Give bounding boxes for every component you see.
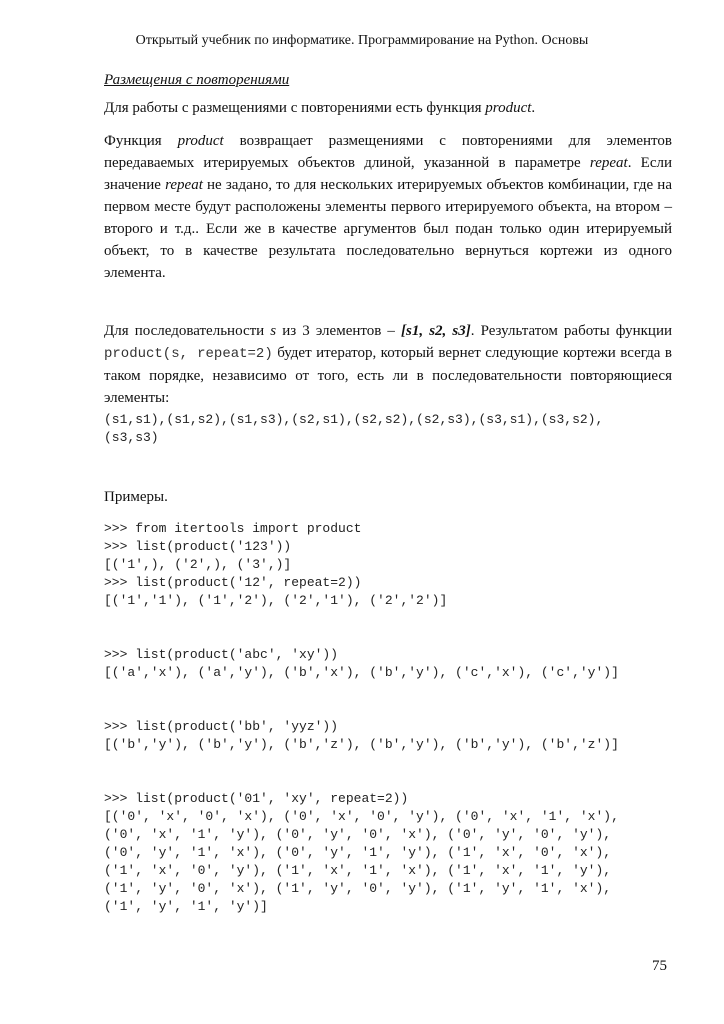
param-name: repeat (165, 177, 203, 193)
seq-text: Для последовательности (104, 323, 271, 339)
sequence-list: [s1, s2, s3] (401, 323, 471, 339)
code-line: >>> list(product('abc', 'xy')) (104, 647, 339, 662)
page-header: Открытый учебник по информатике. Программирование на Python. Основы (135, 33, 589, 48)
code-block (104, 520, 672, 916)
page-number: 75 (652, 958, 667, 974)
code-line: [('b','y'), ('b','y'), ('b','z'), ('b','y'), ('b','y'), ('b','z')] (104, 737, 619, 752)
code-line: ('0', 'y', '1', 'x'), ('0', 'y', '1', 'y'), ('1', 'x', '0', 'x'), (104, 845, 612, 860)
code-line: [('a','x'), ('a','y'), ('b','x'), ('b','y'), ('c','x'), ('c','y')] (104, 665, 619, 680)
examples-label: Примеры. (104, 489, 168, 505)
code-line: >>> from itertools import product (104, 521, 362, 536)
code-line: >>> list(product('123')) (104, 539, 292, 554)
description-paragraph (104, 130, 672, 284)
code-line (104, 772, 672, 790)
code-line (104, 754, 672, 772)
sequence-result (104, 411, 672, 447)
code-line: ('0', 'x', '1', 'y'), ('0', 'y', '0', 'x'), ('0', 'y', '0', 'y'), (104, 827, 612, 842)
code-line: >>> list(product('01', 'xy', repeat=2)) (104, 791, 409, 806)
seq-text: . Результатом работы функции (470, 323, 672, 339)
desc-text: . Если значение (104, 155, 672, 193)
sequence-paragraph (104, 320, 672, 409)
code-line: [('1','1'), ('1','2'), ('2','1'), ('2','2')] (104, 593, 448, 608)
code-line: ('1', 'y', '1', 'y')] (104, 899, 268, 914)
desc-text: не задано, то для нескольких итерируемых объектов комбинации, где на первом месте будут расположены элементы первого итерируемого объекта, на втором – второго и т.д.. Если же в качестве аргументов был подан только один итерируемый объект, то в качестве результата последовательно вернуться кортежи из одного элемента. (104, 177, 672, 281)
desc-text: возвращает размещениями с повторениями для элементов передаваемых итерируемых объектов длиной, указанной в параметре (104, 133, 672, 171)
inline-code: product(s, repeat=2) (104, 346, 273, 362)
intro-text: Для работы с размещениями с повторениями есть функция (104, 100, 486, 116)
desc-text: Функция (104, 133, 178, 149)
seq-text: из 3 элементов – (276, 323, 402, 339)
result-line: (s3,s3) (104, 430, 159, 445)
code-line (104, 628, 672, 646)
code-line (104, 700, 672, 718)
code-line: ('1', 'x', '0', 'y'), ('1', 'x', '1', 'x'), ('1', 'x', '1', 'y'), (104, 863, 612, 878)
function-name: product (177, 133, 224, 149)
code-line: ('1', 'y', '0', 'x'), ('1', 'y', '0', 'y'), ('1', 'y', '1', 'x'), (104, 881, 612, 896)
code-line: [('1',), ('2',), ('3',)] (104, 557, 292, 572)
intro-paragraph (104, 100, 672, 117)
seq-text: будет итератор, который вернет следующие кортежи всегда в таком порядке, независимо от того, есть ли в последовательности повторяющиеся элементы: (104, 345, 672, 406)
code-line: [('0', 'x', '0', 'x'), ('0', 'x', '0', 'y'), ('0', 'x', '1', 'x'), (104, 809, 619, 824)
variable-name: s (270, 323, 277, 339)
function-name: product (485, 100, 532, 116)
code-line: >>> list(product('12', repeat=2)) (104, 575, 362, 590)
section-title: Размещения с повторениями (104, 72, 290, 88)
code-line (104, 610, 672, 628)
result-line: (s1,s1),(s1,s2),(s1,s3),(s2,s1),(s2,s2),(s2,s3),(s3,s1),(s3,s2), (104, 412, 604, 427)
param-name: repeat (589, 155, 628, 171)
code-line (104, 682, 672, 700)
intro-end: . (531, 100, 536, 116)
code-line: >>> list(product('bb', 'yyz')) (104, 719, 339, 734)
